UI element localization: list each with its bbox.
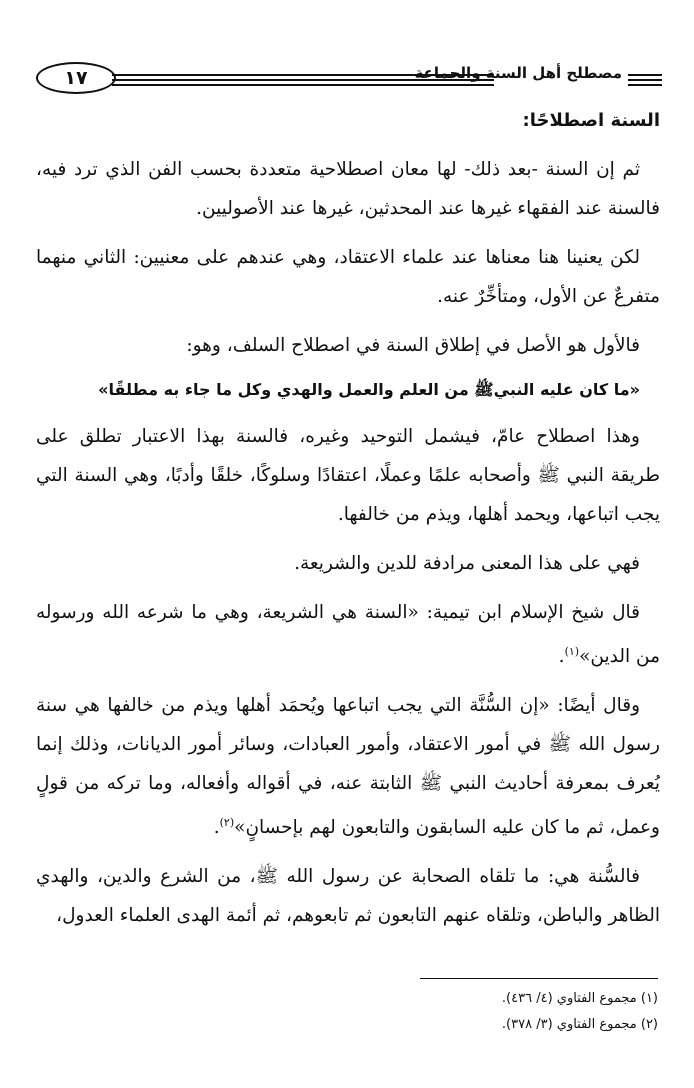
paragraph: فالسُّنة هي: ما تلقاه الصحابة عن رسول الله ﷺ، من الشرع والدين، والهدي الظاهر والباطن، وتلقاه عنهم التابعون ثم تابعوهم، ثم أئمة الهدى العلماء العدول، bbox=[36, 866, 660, 927]
footnote: (١) مجموع الفتاوي (٤/ ٤٣٦). bbox=[501, 991, 658, 1006]
paragraph: لكن يعنينا هنا معناها عند علماء الاعتقاد، وهي عندهم على معنيين: الثاني منهما متفرعٌ عن الأول، ومتأخِّرٌ عنه. bbox=[36, 247, 660, 307]
header-rule-tail bbox=[628, 79, 662, 81]
header-rule-tail bbox=[628, 84, 662, 86]
book-title: مصطلح أهل السنة والجماعة bbox=[414, 64, 622, 82]
paragraph: فهي على هذا المعنى مرادفة للدين والشريعة. bbox=[294, 553, 640, 574]
page-number: ١٧ bbox=[36, 62, 116, 94]
footnote-ref[interactable]: (١) bbox=[564, 645, 580, 658]
section-heading: السنة اصطلاحًا: bbox=[522, 110, 660, 131]
page-body bbox=[36, 108, 660, 945]
paragraph-with-footnote bbox=[36, 593, 660, 676]
footnote-ref[interactable]: (٢) bbox=[219, 816, 235, 830]
paragraph-with-footnote bbox=[36, 686, 660, 847]
paragraph-text: وقال أيضًا: «إن السُّنَّة التي يجب اتباعها ويُحمَد أهلها ويذم من خالفها هي سنة رسول الله ﷺ في أمور الاعتقاد، وأمور العبادات، وسائر أمور الديانات، وذلك إنما يُعرف بمعرفة أحاديث النبي ﷺ الثابتة عنه، في أقواله وأفعاله، وما تركه من قولٍ وعمل، ثم ما كان عليه السابقون والتابعون لهم بإحسانٍ» bbox=[36, 695, 660, 839]
definition-quote: «ما كان عليه النبيﷺ من العلم والعمل والهدي وكل ما جاء به مطلقًا» bbox=[98, 380, 640, 399]
running-header bbox=[30, 62, 662, 96]
paragraph: وهذا اصطلاح عامّ، فيشمل التوحيد وغيره، فالسنة بهذا الاعتبار تطلق على طريقة النبي ﷺ وأصحابه علمًا وعملًا، اعتقادًا وسلوكًا، خلقًا وأدبًا، وهي السنة التي يجب اتباعها، ويحمد أهلها، ويذم من خالفها. bbox=[36, 426, 660, 525]
sentence-end: . bbox=[558, 646, 565, 668]
paragraph-text: قال شيخ الإسلام ابن تيمية: «السنة هي الشريعة، وهي ما شرعه الله ورسوله من الدين» bbox=[36, 602, 660, 668]
paragraph: ثم إن السنة -بعد ذلك- لها معان اصطلاحية متعددة بحسب الفن الذي ترد فيه، فالسنة عند الفقهاء غيرها عند المحدثين، غيرها عند الأصوليين. bbox=[36, 159, 660, 219]
footnote-separator bbox=[420, 978, 658, 979]
header-rule bbox=[112, 84, 494, 86]
paragraph: فالأول هو الأصل في إطلاق السنة في اصطلاح السلف، وهو: bbox=[186, 335, 640, 356]
footnote: (٢) مجموع الفتاوي (٣/ ٣٧٨). bbox=[501, 1017, 658, 1032]
footnotes bbox=[258, 986, 658, 1038]
header-rule-tail bbox=[628, 74, 662, 76]
sentence-end: . bbox=[213, 817, 220, 839]
